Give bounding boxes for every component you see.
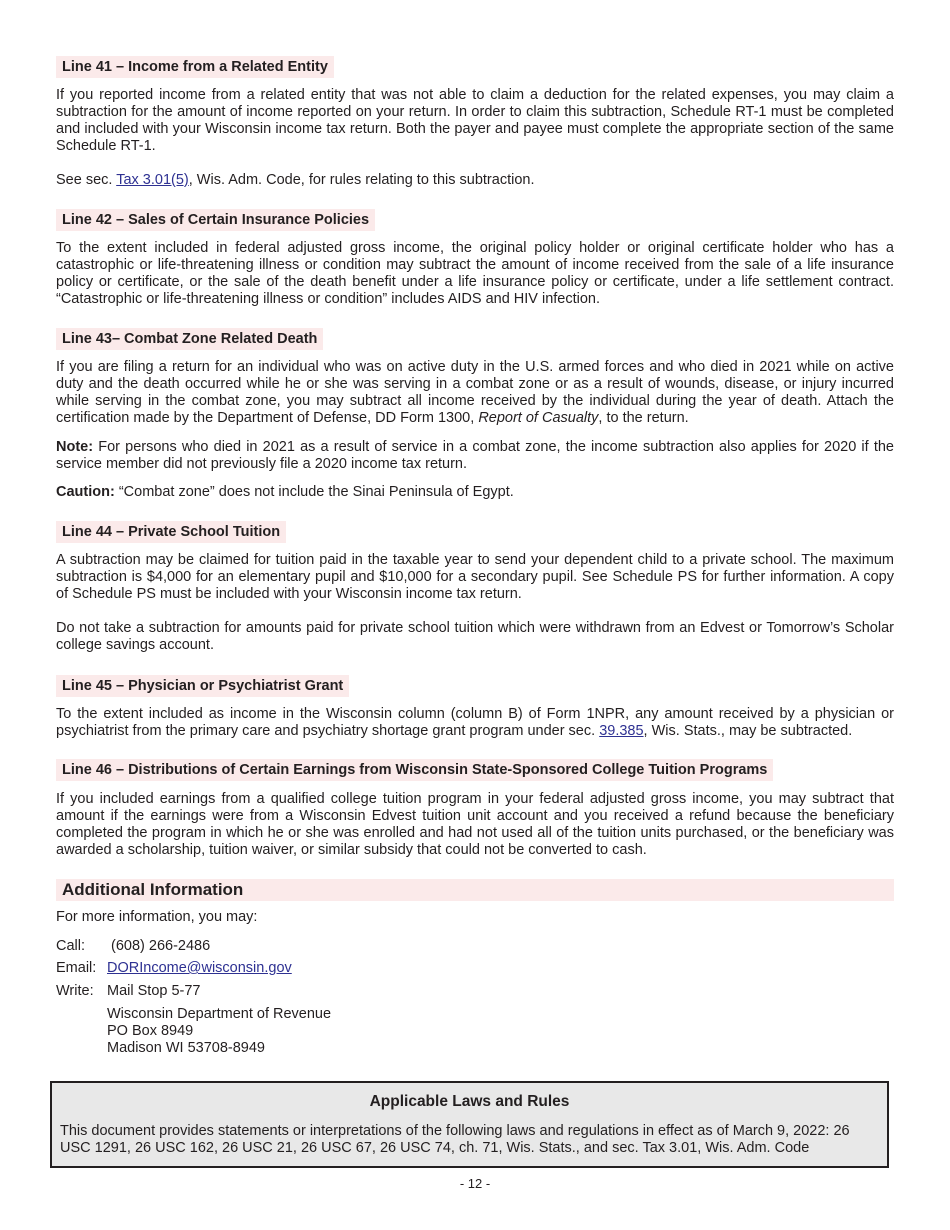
tax-3-01-5-link[interactable]: Tax 3.01(5): [116, 172, 189, 188]
line45-prefix: To the extent included as income in the Wisconsin column (column B) of Form 1NPR, any amount received by a physician or psychiatrist from the primary care and psychiatry shortage grant program under sec.: [56, 706, 894, 739]
applicable-laws-box: [50, 1081, 889, 1168]
email-label: Email:: [56, 960, 97, 976]
line46-heading: Line 46 – Distributions of Certain Earnings from Wisconsin State-Sponsored College Tuition Programs: [56, 759, 773, 781]
line43-end-text: , to the return.: [598, 410, 689, 426]
line41-ref-prefix: See sec.: [56, 172, 117, 188]
note-text: For persons who died in 2021 as a result of service in a combat zone, the income subtraction also applies for 2020 if the service member did not previously file a 2020 income tax return.: [56, 439, 894, 472]
line44-paragraph-1: A subtraction may be claimed for tuition paid in the taxable year to send your dependent child to a private school. The maximum subtraction is $4,000 for an elementary pupil and $10,000 for a secondary pupil. See Schedule PS for further information. A copy of Schedule PS must be included with your Wisconsin income tax return.: [56, 552, 894, 602]
line41-reference: [56, 172, 894, 189]
call-label: Call:: [56, 938, 86, 954]
line45-paragraph: [56, 706, 894, 740]
report-of-casualty-title: Report of Casualty: [478, 410, 599, 426]
line43-heading: Line 43– Combat Zone Related Death: [56, 328, 323, 350]
line43-caution: [56, 484, 894, 501]
line41-heading: Line 41 – Income from a Related Entity: [56, 56, 334, 78]
page-number: - 12 -: [459, 1176, 491, 1191]
line42-paragraph: To the extent included in federal adjusted gross income, the original policy holder or original certificate holder who has a catastrophic or life-threatening illness or condition may subtract the amount of income received from the sale of a life insurance policy or certificate, or the sale of the death benefit under a life insurance policy or certificate, under a life settlement contract. “Catastrophic or life-threatening illness or condition” includes AIDS and HIV infection.: [56, 240, 894, 307]
stat-39-385-link[interactable]: 39.385: [599, 723, 644, 739]
address-line: Madison WI 53708-8949: [107, 1040, 265, 1056]
contact-email-row: [56, 960, 292, 977]
line44-heading: Line 44 – Private School Tuition: [56, 521, 286, 543]
line42-heading: Line 42 – Sales of Certain Insurance Policies: [56, 209, 375, 231]
line45-heading: Line 45 – Physician or Psychiatrist Grant: [56, 675, 349, 697]
line44-paragraph-2: Do not take a subtraction for amounts paid for private school tuition which were withdrawn from an Edvest or Tomorrow’s Scholar college savings account.: [56, 620, 894, 653]
line41-ref-suffix: , Wis. Adm. Code, for rules relating to this subtraction.: [188, 172, 535, 188]
applicable-laws-body: This document provides statements or interpretations of the following laws and regulations in effect as of March 9, 2022: 26 USC 1291, 26 USC 162, 26 USC 21, 26 USC 67, 26 USC 74, ch. 71, Wis. Stats., and sec. Tax 3.01, Wis. Adm. Code: [60, 1123, 850, 1156]
line41-paragraph: If you reported income from a related entity that was not able to claim a deduction for the related expenses, you may claim a subtraction for the amount of income reported on your return. In order to claim this subtraction, Schedule RT-1 must be completed and included with your Wisconsin income tax return. Both the payer and payee must complete the appropriate section of the same Schedule RT-1.: [56, 87, 894, 154]
line43-main-text: If you are filing a return for an individual who was on active duty in the U.S. armed forces and who died in 2021 while on active duty and the death occurred while he or she was serving in a combat zone or as a result of wounds, disease, or injury incurred while serving in the combat zone, you may subtract all income received by the individual during the year of death. Attach the certification made by the Department of Defense, DD Form 1300,: [56, 359, 894, 426]
note-label: Note:: [56, 439, 94, 455]
address-line: Wisconsin Department of Revenue: [107, 1006, 332, 1022]
contact-intro: For more information, you may:: [56, 909, 258, 925]
line46-paragraph: If you included earnings from a qualified college tuition program in your federal adjusted gross income, you may subtract that amount if the earnings were from a Wisconsin Edvest tuition unit account and you received a refund because the beneficiary completed the program in which he or she was enrolled and had not used all of the tuition units purchased, or the beneficiary was awarded a scholarship, tuition waiver, or similar subsidy that could not be converted to cash.: [56, 791, 894, 858]
mail-stop: Mail Stop 5-77: [107, 983, 201, 999]
email-link[interactable]: DORIncome@wisconsin.gov: [107, 960, 292, 976]
address-line: PO Box 8949: [107, 1023, 194, 1039]
write-label: Write:: [56, 983, 94, 999]
applicable-laws-title: Applicable Laws and Rules: [369, 1093, 570, 1110]
line43-note: [56, 439, 894, 473]
contact-call-row: [56, 938, 210, 955]
line45-suffix: , Wis. Stats., may be subtracted.: [643, 723, 853, 739]
phone-number: (608) 266-2486: [111, 938, 211, 954]
line43-paragraph: [56, 359, 894, 427]
caution-text: “Combat zone” does not include the Sinai Peninsula of Egypt.: [114, 484, 514, 500]
contact-write-row: [56, 983, 201, 1000]
additional-information-heading: Additional Information: [56, 879, 894, 901]
caution-label: Caution:: [56, 484, 115, 500]
